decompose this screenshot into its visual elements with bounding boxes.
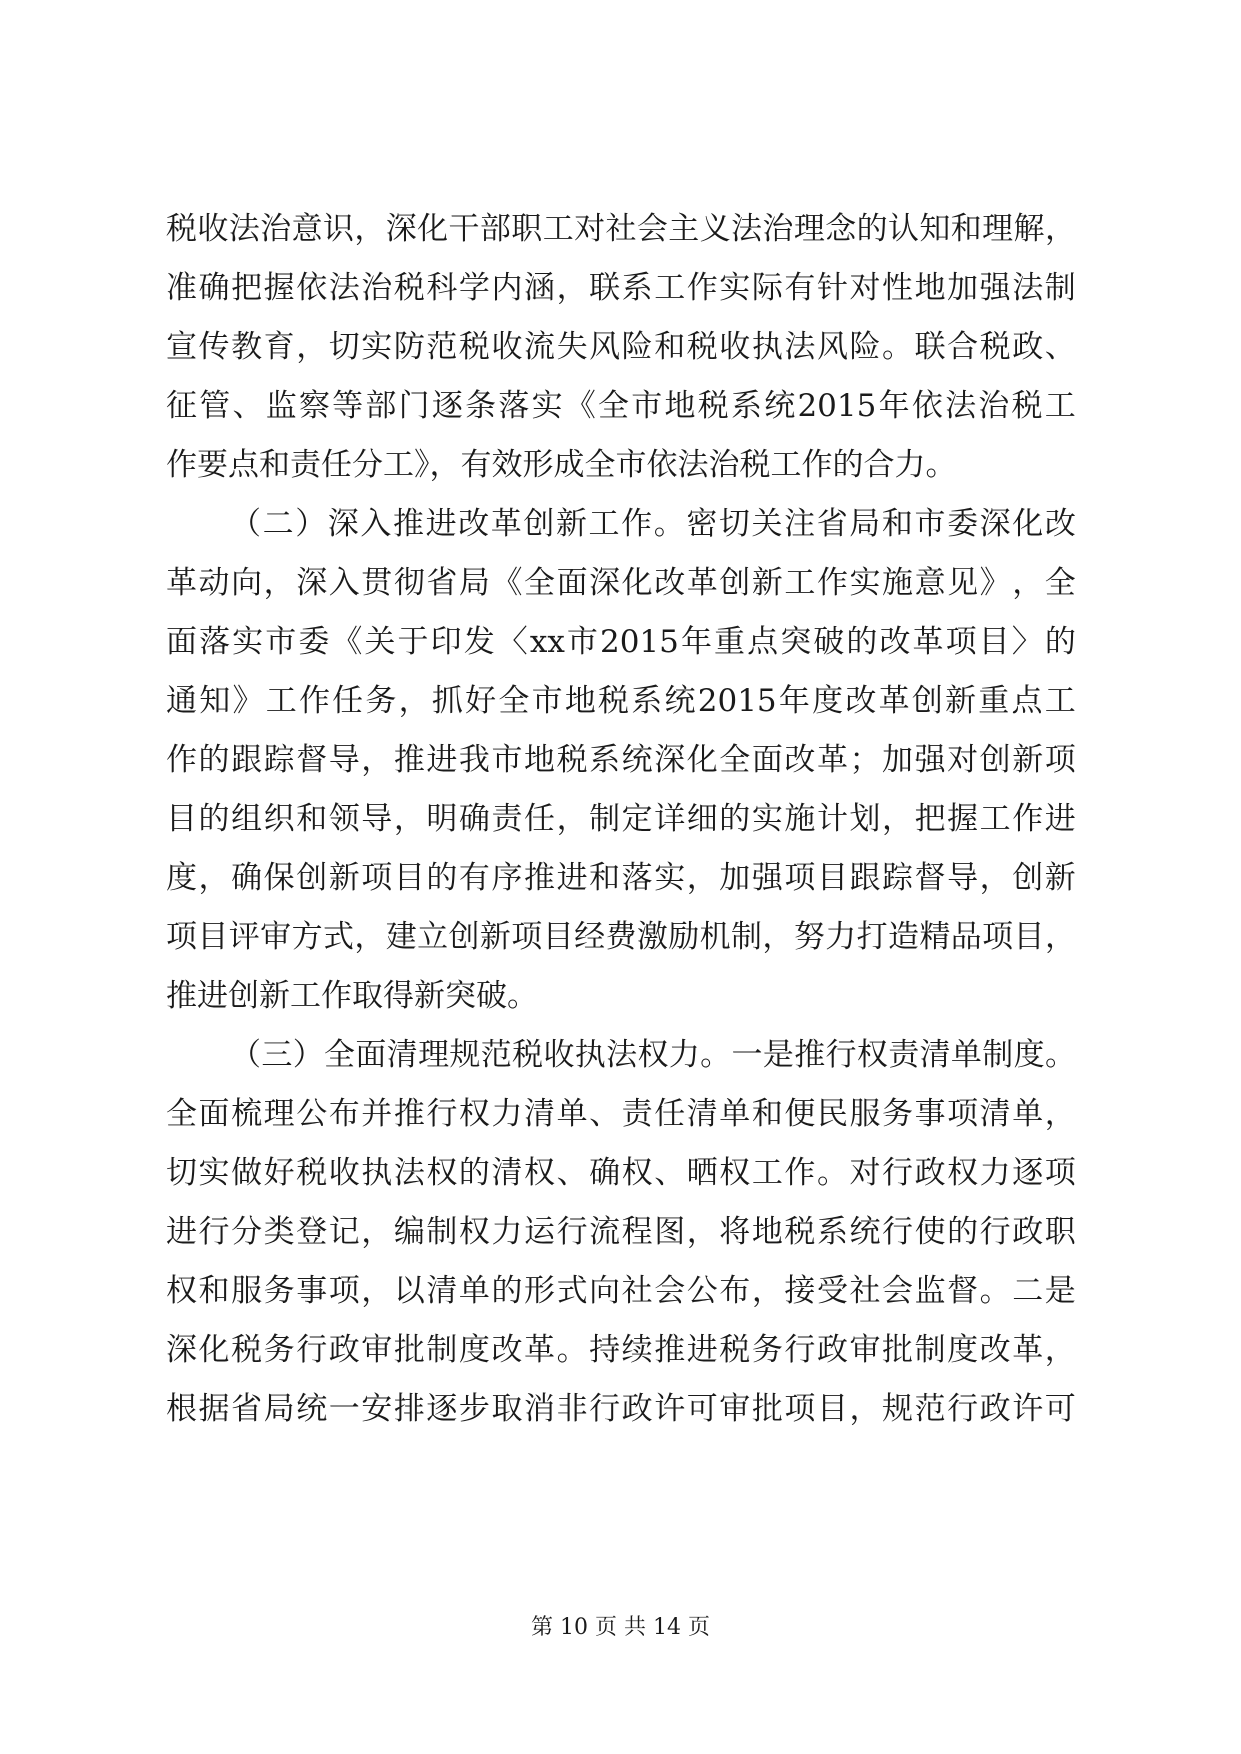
text-line: 度 ， 确 保 创 新 项 目 的 有 序 推 进 和 落 实 ， 加 强 项 目 跟 踪 督 导 ， 创 新 bbox=[166, 860, 1076, 896]
page-footer: 第 10 页 共 14 页 bbox=[531, 1615, 710, 1640]
text-line: 作 的 跟 踪 督 导 ， 推 进 我 市 地 税 系 统 深 化 全 面 改 革 ； 加 强 对 创 新 项 bbox=[166, 742, 1076, 778]
text-line: 进 行 分 类 登 记 ， 编 制 权 力 运 行 流 程 图 ， 将 地 税 系 统 行 使 的 行 政 职 bbox=[166, 1214, 1076, 1250]
text-line: 通 知 》 工 作 任 务 ， 抓 好 全 市 地 税 系 统 2015 年 度 改 革 创 新 重 点 工 bbox=[166, 683, 1076, 719]
text-line: 切 实 做 好 税 收 执 法 权 的 清 权 、 确 权 、 晒 权 工 作 。 对 行 政 权 力 逐 项 bbox=[166, 1155, 1076, 1191]
text-line: 税 收 法 治 意 识 ， 深 化 干 部 职 工 对 社 会 主 义 法 治 理 念 的 认 知 和 理 解 ， bbox=[166, 211, 1076, 247]
text-line: 项 目 评 审 方 式 ， 建 立 创 新 项 目 经 费 激 励 机 制 ， 努 力 打 造 精 品 项 目 ， bbox=[166, 919, 1076, 955]
document-body bbox=[166, 200, 1076, 1439]
text-line: 革 动 向 ， 深 入 贯 彻 省 局 《 全 面 深 化 改 革 创 新 工 作 实 施 意 见 》 ， 全 bbox=[166, 565, 1076, 601]
text-line: 目 的 组 织 和 领 导 ， 明 确 责 任 ， 制 定 详 细 的 实 施 计 划 ， 把 握 工 作 进 bbox=[166, 801, 1076, 837]
text-line: 征 管 、 监 察 等 部 门 逐 条 落 实 《 全 市 地 税 系 统 2015 年 依 法 治 税 工 bbox=[166, 388, 1076, 424]
text-line: 深 化 税 务 行 政 审 批 制 度 改 革 。 持 续 推 进 税 务 行 政 审 批 制 度 改 革 ， bbox=[166, 1332, 1076, 1368]
text-line: 根 据 省 局 统 一 安 排 逐 步 取 消 非 行 政 许 可 审 批 项 目 ， 规 范 行 政 许 可 bbox=[166, 1391, 1076, 1427]
text-line: 全 面 梳 理 公 布 并 推 行 权 力 清 单 、 责 任 清 单 和 便 民 服 务 事 项 清 单 ， bbox=[166, 1096, 1076, 1132]
text-line: （ 三 ） 全 面 清 理 规 范 税 收 执 法 权 力 。 一 是 推 行 权 责 清 单 制 度 。 bbox=[230, 1037, 1076, 1073]
text-line: 权 和 服 务 事 项 ， 以 清 单 的 形 式 向 社 会 公 布 ， 接 受 社 会 监 督 。 二 是 bbox=[166, 1273, 1076, 1309]
text-line: 面 落 实 市 委 《 关 于 印 发 〈 xx 市 2015 年 重 点 突 破 的 改 革 项 目 〉 的 bbox=[166, 624, 1076, 660]
text-line: 准 确 把 握 依 法 治 税 科 学 内 涵 ， 联 系 工 作 实 际 有 针 对 性 地 加 强 法 制 bbox=[166, 270, 1076, 306]
text-line: （ 二 ） 深 入 推 进 改 革 创 新 工 作 。 密 切 关 注 省 局 和 市 委 深 化 改 bbox=[230, 506, 1076, 542]
text-line: 推进创新工作取得新突破。 bbox=[166, 978, 538, 1014]
text-line: 作要点和责任分工》，有效形成全市依法治税工作的合力。 bbox=[166, 447, 957, 483]
text-line: 宣 传 教 育 ， 切 实 防 范 税 收 流 失 风 险 和 税 收 执 法 风 险 。 联 合 税 政 、 bbox=[166, 329, 1076, 365]
